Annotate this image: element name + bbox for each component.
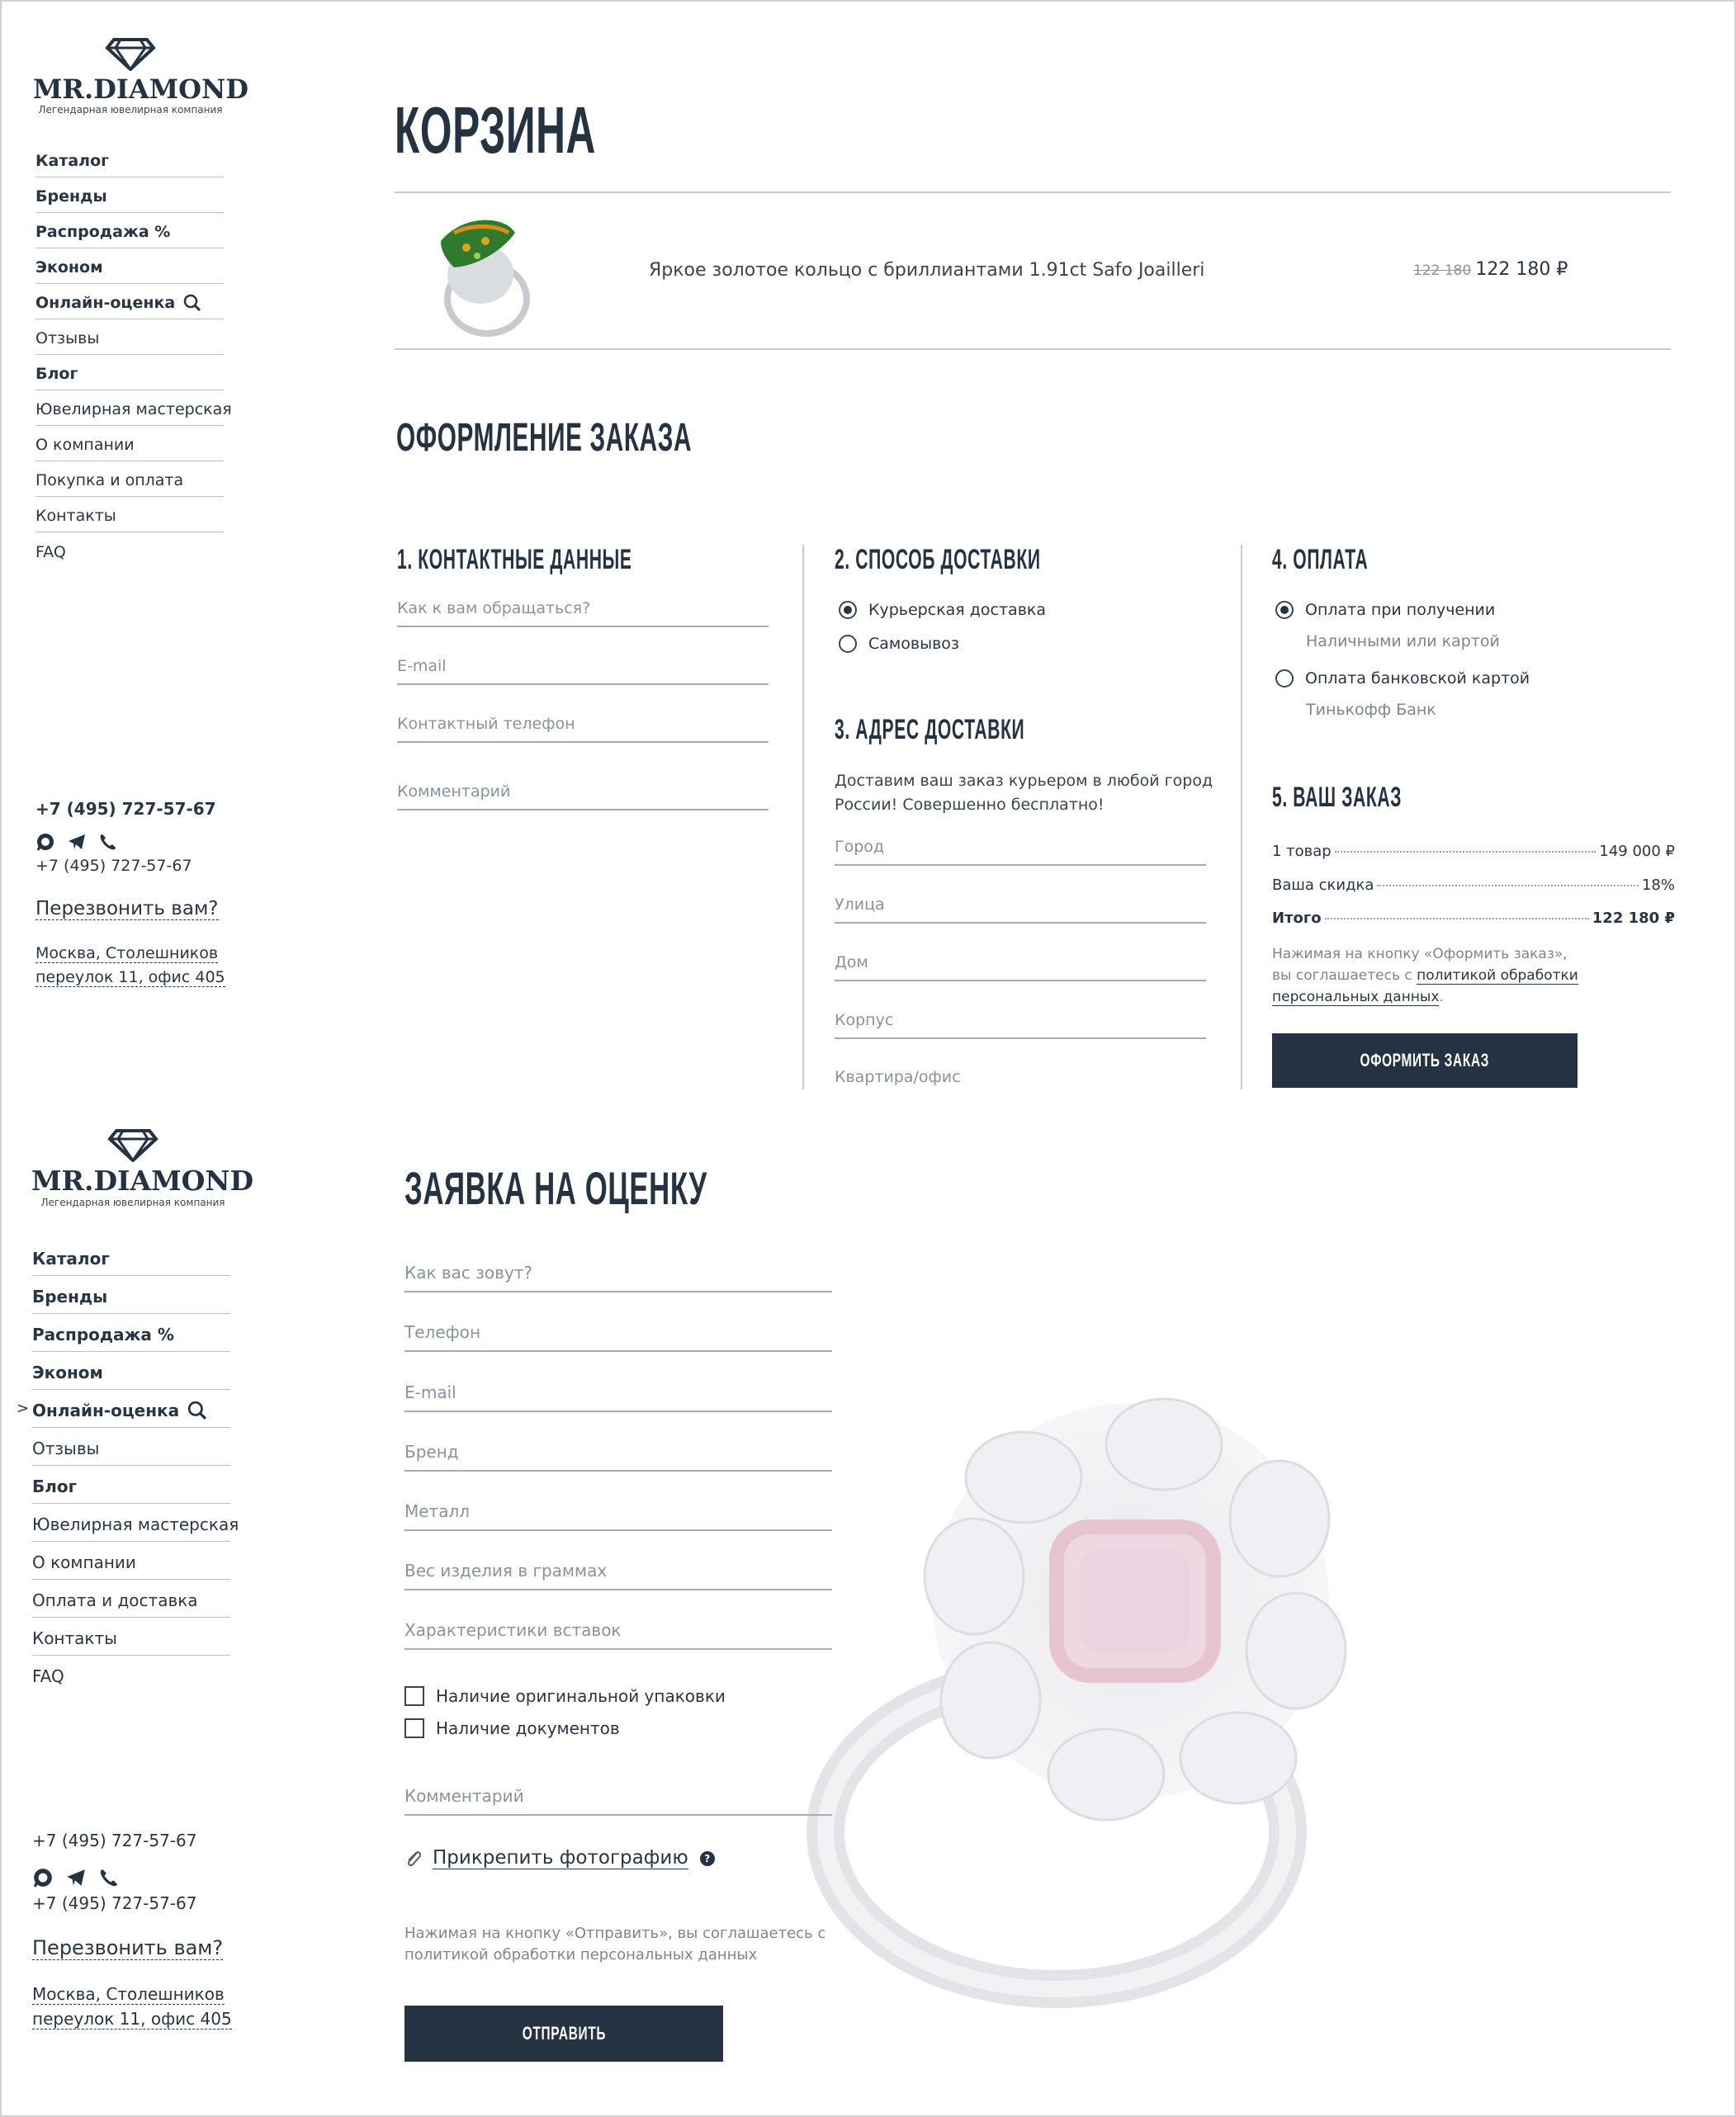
summary-items-row (1272, 843, 1675, 860)
address-line: Москва, Столешников (32, 1984, 225, 2004)
radio-pay-on-delivery[interactable] (1275, 601, 1495, 619)
privacy-policy-link[interactable]: персональных данных (1272, 989, 1440, 1005)
nav-label: Контакты (32, 1628, 117, 1648)
email-input[interactable]: E-mail (397, 657, 769, 685)
order-consent (1272, 943, 1602, 1008)
nav-label: Бренды (32, 1286, 108, 1307)
nav-label: Покупка и оплата (35, 471, 184, 489)
radio-indicator (1275, 601, 1294, 619)
dot-leader (1325, 918, 1589, 919)
summary-value: 149 000 ₽ (1599, 843, 1675, 860)
appraisal-phone-input[interactable]: Телефон (404, 1322, 832, 1352)
nav-label: Каталог (32, 1248, 110, 1269)
nav-contacts[interactable] (35, 500, 224, 532)
address-link[interactable] (35, 942, 234, 990)
appraisal-comment-input[interactable]: Комментарий (404, 1786, 832, 1816)
summary-label: 1 товар (1272, 843, 1332, 860)
appraisal-brand-input[interactable]: Бренд (404, 1442, 832, 1472)
nav-label: Каталог (35, 152, 110, 170)
summary-label: Итого (1272, 910, 1322, 927)
nav-label: Оплата и доставка (32, 1590, 198, 1610)
cart-top-divider (395, 191, 1671, 193)
ring-background-image (776, 1370, 1370, 2022)
nav-about[interactable] (32, 1545, 230, 1580)
nav-contacts[interactable] (32, 1621, 230, 1656)
appraisal-name-input[interactable]: Как вас зовут? (404, 1263, 832, 1292)
logo-tagline: Легендарная ювелирная компания (38, 104, 223, 116)
nav-label: Распродажа % (32, 1324, 174, 1344)
search-icon (187, 1401, 207, 1420)
whatsapp-icon[interactable] (35, 832, 55, 852)
whatsapp-icon[interactable] (32, 1867, 54, 1888)
nav-label: FAQ (32, 1666, 64, 1686)
nav-about[interactable] (35, 429, 224, 461)
nav-workshop[interactable] (32, 1507, 239, 1542)
radio-courier[interactable] (839, 601, 1046, 619)
nav-label: Эконом (35, 258, 103, 276)
sidebar-nav-bottom (32, 1241, 239, 1694)
radio-label: Оплата при получении (1305, 601, 1496, 619)
nav-blog[interactable] (35, 358, 224, 390)
old-price: 122 180 (1413, 262, 1472, 279)
payment-sub: Тинькофф Банк (1306, 701, 1436, 719)
contact-heading: 1. КОНТАКТНЫЕ ДАННЫЕ (397, 544, 632, 575)
privacy-policy-link[interactable]: политикой обработки (1417, 967, 1578, 984)
street-input[interactable]: Улица (835, 895, 1206, 924)
nav-brands[interactable] (35, 181, 224, 213)
nav-label: Блог (35, 365, 78, 383)
nav-economy[interactable] (35, 252, 224, 284)
checkbox-label: Наличие документов (436, 1718, 620, 1738)
phone-main[interactable]: +7 (495) 727-57-67 (35, 799, 216, 819)
nav-label: Блог (32, 1476, 78, 1496)
radio-label: Самовывоз (868, 635, 959, 653)
appraisal-metal-input[interactable]: Металл (404, 1501, 832, 1531)
page-title: КОРЗИНА (395, 93, 596, 167)
diamond-logo-icon (104, 35, 157, 71)
messenger-icons (32, 1867, 239, 1888)
nav-catalog[interactable] (35, 145, 224, 177)
house-input[interactable]: Дом (835, 953, 1206, 981)
attach-photo-link[interactable] (404, 1847, 715, 1869)
documents-checkbox[interactable] (404, 1718, 620, 1738)
summary-value: 122 180 ₽ (1592, 910, 1675, 927)
nav-label: Ювелирная мастерская (35, 400, 232, 418)
button-label: ОФОРМИТЬ ЗАКАЗ (1360, 1050, 1490, 1070)
nav-catalog[interactable] (32, 1241, 230, 1276)
phone-input[interactable]: Контактный телефон (397, 715, 769, 743)
nav-delivery[interactable] (32, 1583, 230, 1618)
original-packaging-checkbox[interactable] (404, 1686, 726, 1706)
button-label: ОТПРАВИТЬ (522, 2023, 606, 2044)
phone-messengers[interactable]: +7 (495) 727-57-67 (35, 857, 192, 875)
checkbox-box (404, 1686, 424, 1706)
sidebar-nav-top (35, 145, 232, 568)
nav-label: Распродажа % (35, 223, 171, 241)
telegram-icon[interactable] (65, 1867, 87, 1888)
nav-label: Отзывы (35, 329, 100, 347)
consent-text: Нажимая на кнопку «Отправить», вы соглашаетесь с (404, 1925, 826, 1942)
nav-sale[interactable] (35, 216, 224, 248)
appraisal-email-input[interactable]: E-mail (404, 1382, 832, 1412)
radio-pay-card[interactable] (1275, 669, 1530, 688)
attach-label: Прикрепить фотографию (433, 1847, 688, 1869)
nav-blog[interactable] (32, 1469, 230, 1504)
nav-label: Эконом (32, 1362, 103, 1382)
nav-reviews[interactable] (35, 323, 224, 355)
payment-heading: 4. ОПЛАТА (1272, 544, 1369, 575)
logo-tagline: Легендарная ювелирная компания (40, 1197, 225, 1208)
nav-workshop[interactable] (35, 394, 232, 426)
note-line: России! Совершенно бесплатно! (835, 796, 1105, 814)
cart-bottom-divider (395, 348, 1671, 350)
nav-economy[interactable] (32, 1355, 230, 1390)
address-note (835, 769, 1213, 817)
help-icon[interactable]: ? (700, 1851, 715, 1866)
appraisal-title: ЗАЯВКА НА ОЦЕНКУ (404, 1162, 707, 1214)
radio-label: Оплата банковской картой (1305, 669, 1530, 688)
order-heading: 5. ВАШ ЗАКАЗ (1272, 782, 1403, 813)
viber-icon[interactable] (98, 1867, 120, 1888)
nav-label: Онлайн-оценка (32, 1400, 180, 1420)
callback-link[interactable]: Перезвонить вам? (35, 898, 219, 919)
logo-brand: MR.DIAMOND (33, 73, 248, 105)
radio-label: Курьерская доставка (868, 601, 1047, 619)
radio-indicator (1275, 669, 1294, 688)
note-line: Доставим ваш заказ курьером в любой город (835, 772, 1213, 790)
nav-label: Онлайн-оценка (35, 294, 176, 312)
nav-faq[interactable] (35, 536, 224, 568)
address-line: Москва, Столешников (35, 944, 219, 962)
phone-messengers[interactable]: +7 (495) 727-57-67 (32, 1893, 197, 1913)
logo-bottom[interactable] (31, 1126, 254, 1208)
nav-brands[interactable] (32, 1279, 230, 1314)
city-input[interactable]: Город (835, 838, 1206, 866)
messenger-icons (35, 832, 234, 852)
column-divider (1241, 545, 1242, 1089)
diamond-logo-icon (106, 1126, 159, 1162)
radio-indicator (839, 601, 857, 619)
nav-label: Ювелирная мастерская (32, 1514, 239, 1534)
paperclip-icon (404, 1848, 423, 1869)
consent-text[interactable]: политикой обработки персональных данных (404, 1946, 758, 1963)
radio-indicator (839, 635, 857, 653)
callback-link[interactable]: Перезвонить вам? (32, 1936, 224, 1959)
nav-online-appraisal[interactable] (35, 287, 224, 319)
nav-label: FAQ (35, 542, 66, 561)
telegram-icon[interactable] (67, 832, 87, 852)
dot-leader (1335, 851, 1596, 853)
cart-item-price (1413, 259, 1568, 280)
nav-label: О компании (35, 436, 135, 454)
building-input[interactable]: Корпус (835, 1011, 1206, 1039)
cart-item-name[interactable]: Яркое золотое кольцо с бриллиантами 1.91ct Safo Joailleri (649, 260, 1205, 281)
checkout-title: ОФОРМЛЕНИЕ ЗАКАЗА (396, 416, 693, 460)
column-divider (802, 545, 804, 1089)
logo-top[interactable] (33, 35, 248, 116)
address-line: переулок 11, офис 405 (35, 968, 225, 986)
nav-label: Отзывы (32, 1438, 100, 1458)
name-input[interactable]: Как к вам обращаться? (397, 599, 769, 627)
payment-sub: Наличными или картой (1306, 632, 1500, 650)
nav-online-appraisal[interactable] (32, 1393, 230, 1428)
nav-label: Бренды (35, 187, 107, 206)
nav-label: О компании (32, 1552, 136, 1572)
current-price: 122 180 ₽ (1475, 259, 1568, 280)
cart-item-image[interactable] (429, 208, 537, 340)
dot-leader (1377, 885, 1639, 886)
sidebar-contacts-top (35, 799, 234, 990)
checkbox-box (404, 1718, 424, 1738)
phone-main[interactable]: +7 (495) 727-57-67 (32, 1831, 197, 1850)
consent-text: вы соглашаетесь с (1272, 967, 1417, 984)
address-heading: 3. АДРЕС ДОСТАВКИ (835, 714, 1025, 745)
address-link[interactable] (32, 1982, 239, 2031)
summary-value: 18% (1641, 877, 1675, 894)
submit-button[interactable] (404, 2006, 723, 2062)
nav-sale[interactable] (32, 1317, 230, 1352)
radio-pickup[interactable] (839, 635, 959, 653)
logo-brand: MR.DIAMOND (31, 1165, 254, 1197)
nav-purchase[interactable] (35, 465, 224, 497)
consent-text: . (1439, 989, 1444, 1005)
consent-text: Нажимая на кнопку «Оформить заказ», (1272, 946, 1568, 962)
summary-label: Ваша скидка (1272, 877, 1374, 894)
appraisal-consent (404, 1923, 825, 1966)
viber-icon[interactable] (98, 832, 118, 852)
appraisal-weight-input[interactable]: Вес изделия в граммах (404, 1561, 832, 1590)
summary-discount-row (1272, 877, 1675, 894)
address-line: переулок 11, офис 405 (32, 2009, 232, 2029)
place-order-button[interactable] (1272, 1033, 1578, 1088)
search-icon (183, 294, 201, 312)
delivery-heading: 2. СПОСОБ ДОСТАВКИ (835, 544, 1041, 575)
nav-label: Контакты (35, 507, 116, 525)
nav-faq[interactable] (32, 1659, 230, 1694)
sidebar-contacts-bottom (32, 1831, 239, 2031)
appraisal-stones-input[interactable]: Характеристики вставок (404, 1620, 832, 1650)
comment-input[interactable]: Комментарий (397, 782, 769, 810)
checkbox-label: Наличие оригинальной упаковки (436, 1686, 726, 1706)
active-nav-marker: > (17, 1400, 30, 1417)
summary-total-row (1272, 910, 1675, 927)
nav-reviews[interactable] (32, 1431, 230, 1466)
apartment-input[interactable]: Квартира/офис (835, 1068, 961, 1086)
